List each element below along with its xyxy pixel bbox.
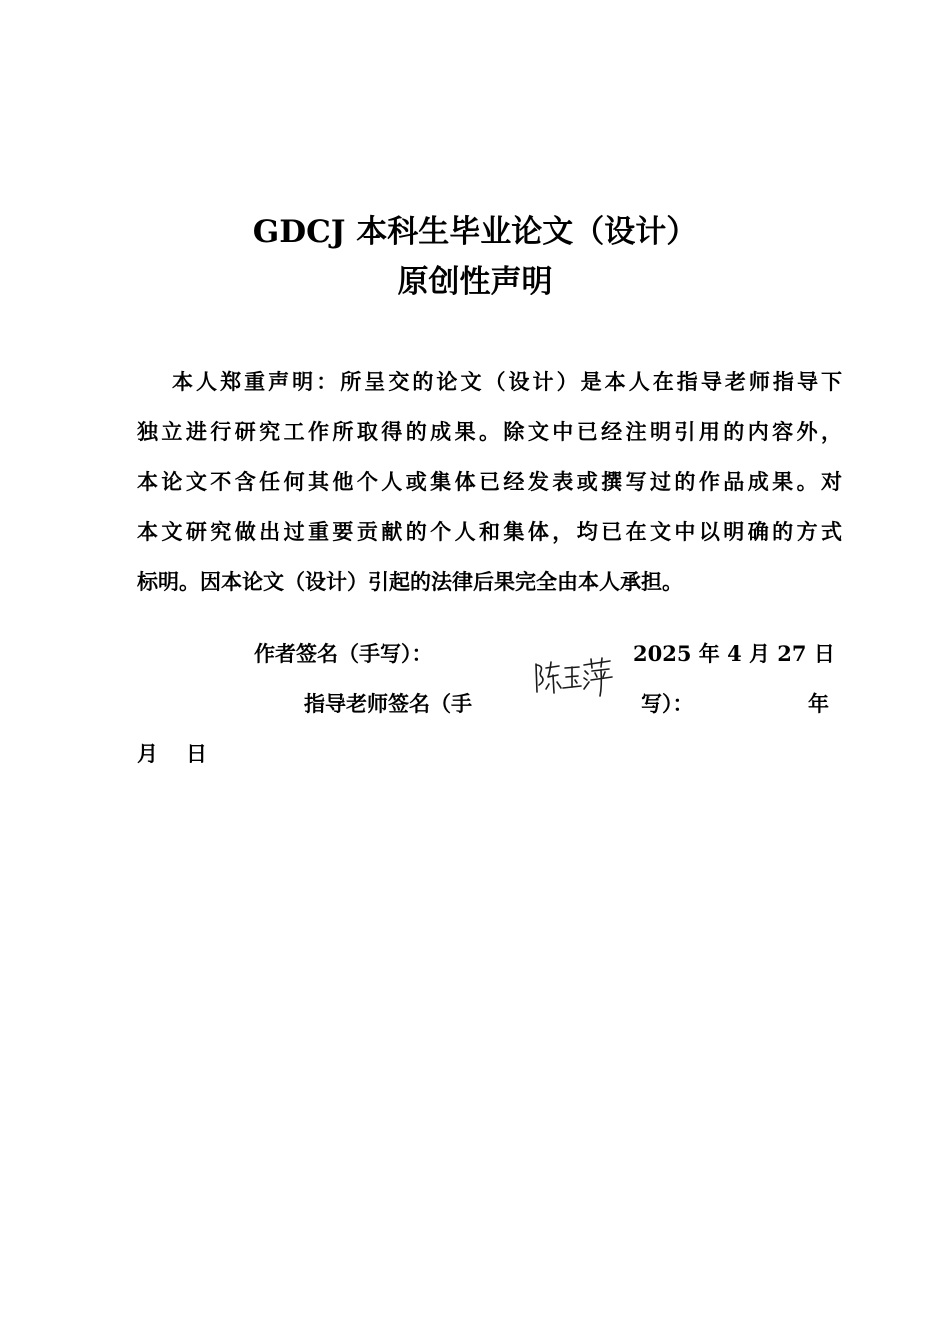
year-label: 年 <box>808 691 829 716</box>
handwritten-signature <box>532 656 616 700</box>
declaration-line: 本文研究做出过重要贡献的个人和集体，均已在文中以明确的方式 <box>137 519 842 544</box>
month-label: 月 <box>137 741 158 766</box>
declaration-line: 标明。因本论文（设计）引起的法律后果完全由本人承担。 <box>137 569 683 594</box>
declaration-line: 独立进行研究工作所取得的成果。除文中已经注明引用的内容外， <box>137 419 842 444</box>
advisor-signature-label-end: 写）： <box>641 691 694 716</box>
author-signature-label: 作者签名（手写）： <box>254 641 433 666</box>
declaration-line: 本人郑重声明：所呈交的论文（设计）是本人在指导老师指导下 <box>172 369 842 394</box>
day-label: 日 <box>186 741 207 766</box>
page-title: GDCJ 本科生毕业论文（设计） <box>252 214 698 250</box>
page-subtitle: 原创性声明 <box>397 264 553 300</box>
advisor-signature-label: 指导老师签名（手 <box>304 691 472 716</box>
declaration-line: 本论文不含任何其他个人或集体已经发表或撰写过的作品成果。对 <box>137 469 842 494</box>
author-signature-date: 2025 年 4 月 27 日 <box>633 641 835 666</box>
